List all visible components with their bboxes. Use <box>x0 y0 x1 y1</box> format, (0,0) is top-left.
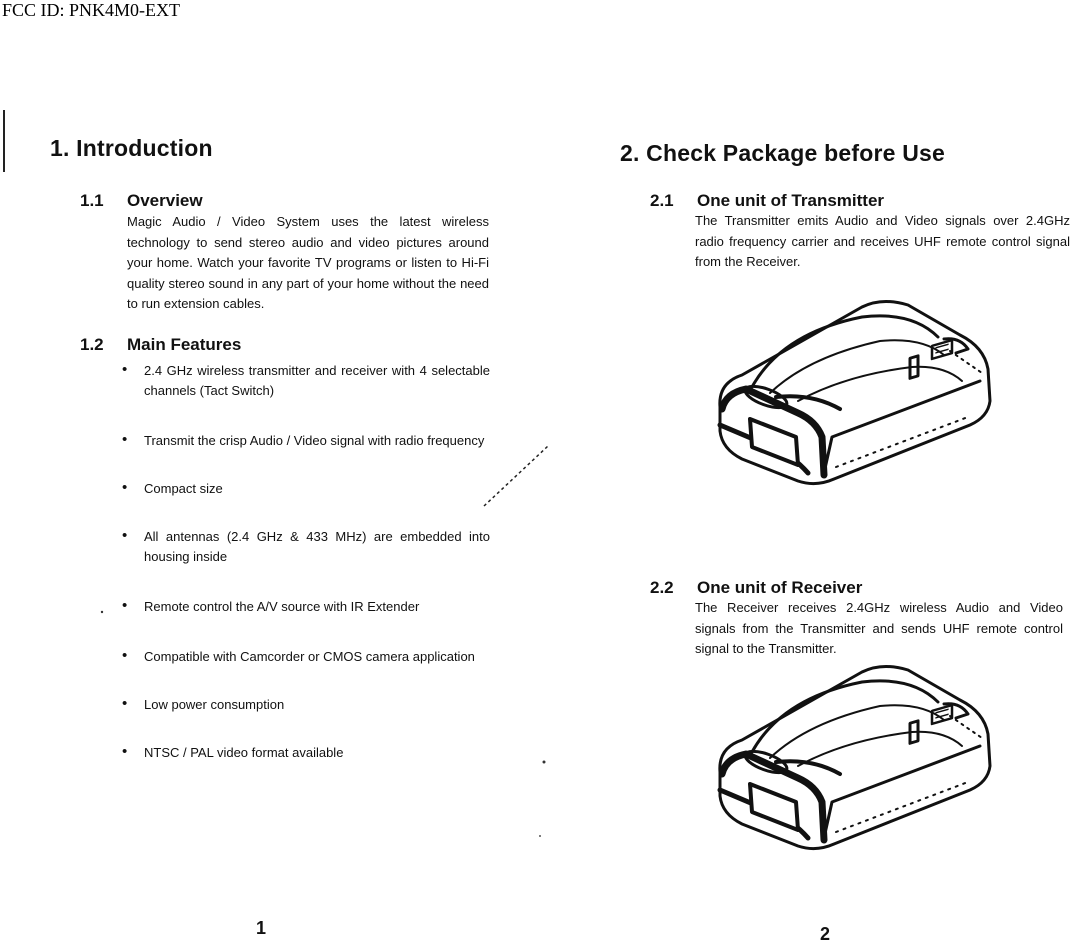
receiver-heading <box>650 578 1070 598</box>
overview-title: Overview <box>127 191 203 210</box>
bullet-icon: • <box>122 646 128 664</box>
list-item: • Remote control the A/V source with IR Extender <box>122 596 420 614</box>
receiver-paragraph: The Receiver receives 2.4GHz wireless Audio and Video signals from the Transmitter and sends UHF remote control signal to the Transmitter. <box>695 600 1063 656</box>
transmitter-illustration <box>712 297 994 489</box>
transmitter-paragraph: The Transmitter emits Audio and Video signals over 2.4GHz radio frequency carrier and receives UHF remote control signal from the Receiver. <box>695 213 1070 269</box>
bullet-icon: • <box>122 526 128 544</box>
overview-section <box>50 191 500 315</box>
list-item: • Transmit the crisp Audio / Video signal with radio frequency <box>122 430 485 448</box>
fcc-id-label: FCC ID: PNK4M0-EXT <box>2 0 181 20</box>
features-list <box>122 361 490 763</box>
page-number-1: 1 <box>256 918 267 938</box>
transmitter-section <box>620 191 1070 489</box>
receiver-number: 2.2 <box>650 578 674 597</box>
transmitter-heading <box>650 191 1070 211</box>
bullet-icon: • <box>122 694 128 712</box>
features-section <box>50 335 500 763</box>
bullet-icon: • <box>122 430 128 448</box>
receiver-illustration <box>712 662 994 854</box>
bullet-icon: • <box>122 596 128 614</box>
page-one <box>50 135 500 763</box>
transmitter-title: One unit of Transmitter <box>697 191 885 210</box>
overview-heading <box>80 191 500 211</box>
transmitter-number: 2.1 <box>650 191 674 210</box>
page-number-2: 2 <box>820 924 831 944</box>
list-item: • NTSC / PAL video format available <box>122 742 344 760</box>
section-title-check-package: 2. Check Package before Use <box>620 140 946 166</box>
bullet-icon: • <box>122 742 128 760</box>
list-item: • All antennas (2.4 GHz & 433 MHz) are embedded into housing inside <box>122 526 490 564</box>
list-item: • Low power consumption <box>122 694 285 712</box>
page-two <box>620 140 1070 489</box>
receiver-title: One unit of Receiver <box>697 578 863 597</box>
features-number: 1.2 <box>80 334 104 354</box>
features-title: Main Features <box>127 334 242 354</box>
bullet-icon: • <box>122 360 128 378</box>
receiver-section <box>620 578 1070 854</box>
overview-paragraph: Magic Audio / Video System uses the latest wireless technology to send stereo audio and video pictures around your home. Watch your favorite TV programs or listen to Hi-Fi quality stereo sound in any part of your home without the need to run extension cables. <box>127 214 489 311</box>
features-heading <box>80 335 500 355</box>
list-item: • Compatible with Camcorder or CMOS camera application <box>122 646 475 664</box>
list-item: • 2.4 GHz wireless transmitter and receiver with 4 selectable channels (Tact Switch) <box>122 360 490 398</box>
overview-number: 1.1 <box>80 191 104 210</box>
bullet-icon: • <box>122 478 128 496</box>
list-item: • Compact size <box>122 478 223 496</box>
section-title-introduction: 1. Introduction <box>50 135 213 161</box>
